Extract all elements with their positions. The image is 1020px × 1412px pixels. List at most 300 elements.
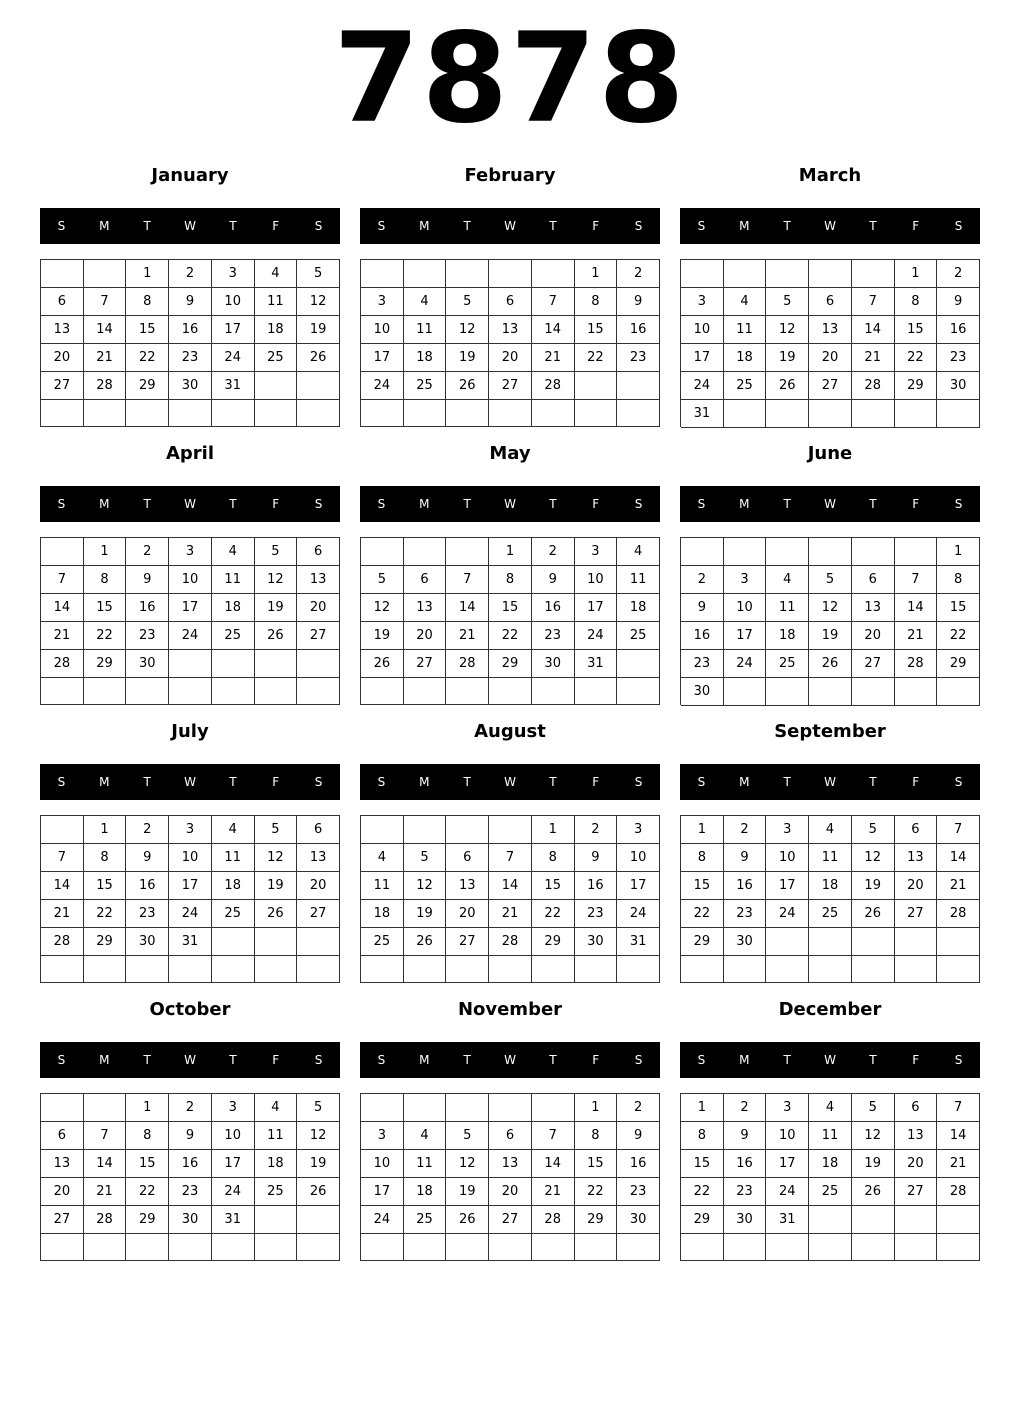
day-cell <box>937 1234 980 1261</box>
day-cell: 16 <box>937 316 980 344</box>
day-cell: 26 <box>809 650 852 678</box>
day-cell: 26 <box>297 1178 340 1206</box>
weekday-label: M <box>99 497 110 511</box>
day-cell <box>404 1094 447 1122</box>
day-cell <box>937 928 980 956</box>
day-cell: 17 <box>575 594 618 622</box>
day-cell: 14 <box>489 872 532 900</box>
day-cell: 7 <box>532 1122 575 1150</box>
day-cell: 10 <box>724 594 767 622</box>
day-cell <box>84 956 127 983</box>
day-cell: 29 <box>532 928 575 956</box>
day-cell: 3 <box>169 538 212 566</box>
weekday-label: M <box>419 775 430 789</box>
day-cell: 9 <box>724 844 767 872</box>
day-cell: 17 <box>766 1150 809 1178</box>
day-cell <box>575 372 618 400</box>
month-may <box>360 440 660 710</box>
day-cell: 26 <box>297 344 340 372</box>
day-cell: 3 <box>575 538 618 566</box>
day-cell <box>895 538 938 566</box>
day-cell: 5 <box>446 1122 489 1150</box>
day-cell: 1 <box>532 816 575 844</box>
weekday-label: T <box>143 219 151 233</box>
day-cell: 31 <box>766 1206 809 1234</box>
day-cell: 2 <box>126 816 169 844</box>
day-cell <box>895 678 938 706</box>
day-cell <box>446 1234 489 1261</box>
day-cell: 26 <box>446 1206 489 1234</box>
weekday-label: S <box>57 775 66 789</box>
day-cell: 13 <box>895 1122 938 1150</box>
day-cell: 26 <box>361 650 404 678</box>
day-cell <box>255 1234 298 1261</box>
day-cell: 16 <box>617 316 660 344</box>
day-cell: 1 <box>126 1094 169 1122</box>
day-cell: 11 <box>724 316 767 344</box>
weekday-label: F <box>272 775 280 789</box>
day-cell: 31 <box>681 400 724 428</box>
day-cell: 25 <box>212 622 255 650</box>
day-cell: 11 <box>255 288 298 316</box>
day-cell: 9 <box>126 566 169 594</box>
day-cell: 25 <box>255 344 298 372</box>
day-cell: 8 <box>681 844 724 872</box>
day-cell: 2 <box>724 1094 767 1122</box>
day-cell <box>255 956 298 983</box>
month-name: April <box>165 443 215 464</box>
day-cell <box>489 1234 532 1261</box>
month-august <box>360 718 660 988</box>
day-cell: 29 <box>84 928 127 956</box>
day-cell: 28 <box>937 900 980 928</box>
day-cell: 28 <box>489 928 532 956</box>
day-cell: 20 <box>895 1150 938 1178</box>
day-cell: 8 <box>895 288 938 316</box>
day-cell: 25 <box>724 372 767 400</box>
day-cell: 28 <box>937 1178 980 1206</box>
day-cell <box>297 678 340 705</box>
day-cell: 21 <box>532 344 575 372</box>
day-cell: 27 <box>297 900 340 928</box>
day-cell: 20 <box>41 1178 84 1206</box>
day-cell: 28 <box>41 650 84 678</box>
month-name: December <box>778 999 882 1020</box>
month-july <box>40 718 340 988</box>
day-cell: 3 <box>361 288 404 316</box>
day-cell <box>937 956 980 983</box>
day-cell: 8 <box>937 566 980 594</box>
day-cell: 28 <box>532 1206 575 1234</box>
day-grid <box>360 537 660 705</box>
day-cell: 7 <box>532 288 575 316</box>
day-cell <box>126 956 169 983</box>
weekday-header <box>680 486 980 522</box>
day-cell <box>852 928 895 956</box>
day-cell <box>895 928 938 956</box>
day-cell <box>575 678 618 705</box>
day-cell: 4 <box>361 844 404 872</box>
day-cell: 7 <box>852 288 895 316</box>
day-cell: 1 <box>895 260 938 288</box>
day-cell <box>169 678 212 705</box>
day-cell: 19 <box>361 622 404 650</box>
day-cell <box>446 956 489 983</box>
day-cell <box>681 956 724 983</box>
day-cell <box>575 400 618 427</box>
day-cell: 22 <box>895 344 938 372</box>
month-name: February <box>464 165 556 186</box>
day-cell: 19 <box>255 594 298 622</box>
day-cell <box>895 400 938 428</box>
weekday-label: S <box>634 1053 643 1067</box>
day-cell: 18 <box>404 1178 447 1206</box>
day-grid <box>680 259 980 427</box>
day-cell <box>489 678 532 705</box>
day-cell: 17 <box>212 316 255 344</box>
day-cell: 19 <box>297 316 340 344</box>
weekday-label: S <box>377 775 386 789</box>
day-cell: 14 <box>84 1150 127 1178</box>
weekday-label: T <box>783 1053 791 1067</box>
day-grid <box>360 815 660 983</box>
day-cell: 16 <box>532 594 575 622</box>
day-cell: 16 <box>724 872 767 900</box>
day-cell: 11 <box>255 1122 298 1150</box>
day-cell: 30 <box>575 928 618 956</box>
day-cell: 29 <box>575 1206 618 1234</box>
day-cell: 12 <box>297 1122 340 1150</box>
day-cell <box>297 372 340 400</box>
day-cell: 30 <box>724 928 767 956</box>
day-cell <box>255 650 298 678</box>
day-cell: 22 <box>532 900 575 928</box>
day-cell <box>895 1234 938 1261</box>
day-cell: 3 <box>169 816 212 844</box>
day-cell <box>766 956 809 983</box>
weekday-label: S <box>697 497 706 511</box>
weekday-label: T <box>463 1053 471 1067</box>
weekday-label: W <box>504 1053 516 1067</box>
day-cell: 27 <box>489 1206 532 1234</box>
weekday-label: T <box>549 497 557 511</box>
weekday-label: F <box>272 1053 280 1067</box>
day-cell: 8 <box>575 288 618 316</box>
day-cell <box>724 400 767 428</box>
day-grid <box>40 815 340 983</box>
day-cell: 30 <box>126 650 169 678</box>
day-cell: 23 <box>575 900 618 928</box>
day-cell: 13 <box>489 1150 532 1178</box>
day-cell <box>766 678 809 706</box>
day-cell: 28 <box>852 372 895 400</box>
day-cell: 29 <box>126 1206 169 1234</box>
day-cell <box>361 956 404 983</box>
weekday-header <box>680 208 980 244</box>
day-cell: 23 <box>617 1178 660 1206</box>
day-cell: 20 <box>446 900 489 928</box>
day-cell <box>852 678 895 706</box>
day-cell: 4 <box>212 816 255 844</box>
month-name: September <box>774 721 886 742</box>
day-cell <box>297 928 340 956</box>
day-cell: 5 <box>297 1094 340 1122</box>
day-cell <box>852 1234 895 1261</box>
day-cell: 5 <box>766 288 809 316</box>
day-cell: 5 <box>297 260 340 288</box>
day-cell: 16 <box>169 1150 212 1178</box>
day-cell: 1 <box>489 538 532 566</box>
day-cell: 9 <box>169 1122 212 1150</box>
day-cell: 20 <box>41 344 84 372</box>
day-cell: 2 <box>532 538 575 566</box>
day-cell: 27 <box>41 372 84 400</box>
day-cell: 2 <box>937 260 980 288</box>
day-cell: 10 <box>766 1122 809 1150</box>
day-cell: 3 <box>766 1094 809 1122</box>
day-cell: 24 <box>361 1206 404 1234</box>
day-cell: 24 <box>617 900 660 928</box>
day-cell <box>575 1234 618 1261</box>
day-cell: 21 <box>41 622 84 650</box>
weekday-label: W <box>824 775 836 789</box>
day-cell: 31 <box>617 928 660 956</box>
day-grid <box>360 259 660 427</box>
day-cell: 8 <box>126 1122 169 1150</box>
day-cell: 7 <box>937 816 980 844</box>
weekday-header <box>360 486 660 522</box>
weekday-header <box>40 1042 340 1078</box>
day-cell: 3 <box>766 816 809 844</box>
day-cell: 17 <box>617 872 660 900</box>
day-cell: 27 <box>41 1206 84 1234</box>
year-title: 7878 <box>333 7 687 151</box>
day-cell: 26 <box>766 372 809 400</box>
month-june <box>680 440 980 710</box>
day-cell <box>489 400 532 427</box>
weekday-label: S <box>314 497 323 511</box>
day-cell: 11 <box>212 566 255 594</box>
weekday-label: S <box>57 497 66 511</box>
weekday-label: M <box>739 775 750 789</box>
weekday-label: T <box>869 497 877 511</box>
day-cell <box>532 1234 575 1261</box>
weekday-label: T <box>783 775 791 789</box>
day-cell <box>255 400 298 427</box>
day-cell: 24 <box>575 622 618 650</box>
day-cell: 26 <box>255 900 298 928</box>
weekday-label: S <box>954 219 963 233</box>
day-cell: 11 <box>212 844 255 872</box>
day-cell: 12 <box>404 872 447 900</box>
day-cell: 15 <box>126 1150 169 1178</box>
day-cell: 30 <box>617 1206 660 1234</box>
day-cell: 15 <box>84 872 127 900</box>
day-cell: 13 <box>404 594 447 622</box>
day-cell: 14 <box>41 594 84 622</box>
day-cell: 26 <box>852 1178 895 1206</box>
day-cell: 1 <box>84 538 127 566</box>
day-cell <box>446 260 489 288</box>
weekday-label: T <box>869 219 877 233</box>
day-cell: 22 <box>681 1178 724 1206</box>
day-cell: 1 <box>937 538 980 566</box>
weekday-label: F <box>912 1053 920 1067</box>
day-cell: 18 <box>404 344 447 372</box>
day-cell <box>255 928 298 956</box>
day-cell <box>852 400 895 428</box>
day-cell: 13 <box>852 594 895 622</box>
day-cell <box>852 538 895 566</box>
day-cell: 7 <box>84 288 127 316</box>
day-cell: 18 <box>724 344 767 372</box>
weekday-label: F <box>272 219 280 233</box>
day-cell: 21 <box>937 1150 980 1178</box>
weekday-label: W <box>824 219 836 233</box>
day-cell: 16 <box>575 872 618 900</box>
day-cell <box>617 1234 660 1261</box>
day-cell: 3 <box>212 260 255 288</box>
day-cell: 2 <box>169 1094 212 1122</box>
weekday-header <box>360 1042 660 1078</box>
weekday-label: S <box>314 775 323 789</box>
day-cell: 22 <box>575 344 618 372</box>
day-cell: 27 <box>489 372 532 400</box>
day-cell: 30 <box>681 678 724 706</box>
day-cell <box>169 650 212 678</box>
weekday-label: T <box>229 1053 237 1067</box>
weekday-label: M <box>739 219 750 233</box>
day-cell: 5 <box>852 1094 895 1122</box>
day-cell: 14 <box>41 872 84 900</box>
day-cell: 30 <box>724 1206 767 1234</box>
day-cell <box>724 678 767 706</box>
day-cell: 3 <box>361 1122 404 1150</box>
day-cell: 12 <box>809 594 852 622</box>
day-cell: 5 <box>255 538 298 566</box>
day-cell: 3 <box>617 816 660 844</box>
weekday-label: T <box>463 219 471 233</box>
day-cell: 29 <box>937 650 980 678</box>
day-cell <box>532 678 575 705</box>
day-cell: 21 <box>895 622 938 650</box>
day-cell: 1 <box>84 816 127 844</box>
weekday-header <box>360 764 660 800</box>
day-cell <box>41 400 84 427</box>
day-cell: 2 <box>681 566 724 594</box>
day-cell: 10 <box>169 844 212 872</box>
day-cell <box>489 816 532 844</box>
day-cell: 12 <box>255 844 298 872</box>
day-cell: 23 <box>681 650 724 678</box>
day-cell: 15 <box>126 316 169 344</box>
day-cell: 18 <box>766 622 809 650</box>
day-cell <box>361 400 404 427</box>
day-cell <box>724 956 767 983</box>
day-cell: 3 <box>212 1094 255 1122</box>
day-cell: 5 <box>809 566 852 594</box>
day-cell: 23 <box>126 622 169 650</box>
day-cell: 17 <box>361 1178 404 1206</box>
day-cell: 14 <box>446 594 489 622</box>
month-november <box>360 996 660 1266</box>
day-cell: 6 <box>41 1122 84 1150</box>
day-grid <box>680 537 980 705</box>
day-cell: 25 <box>404 372 447 400</box>
day-cell <box>361 1234 404 1261</box>
day-cell <box>169 1234 212 1261</box>
day-cell: 4 <box>255 1094 298 1122</box>
day-cell: 31 <box>212 1206 255 1234</box>
weekday-label: F <box>912 497 920 511</box>
day-cell: 22 <box>126 1178 169 1206</box>
day-cell: 20 <box>297 594 340 622</box>
weekday-label: S <box>634 219 643 233</box>
day-cell: 11 <box>766 594 809 622</box>
day-cell <box>41 260 84 288</box>
day-cell: 13 <box>895 844 938 872</box>
day-cell: 14 <box>532 316 575 344</box>
day-grid <box>360 1093 660 1261</box>
day-cell: 17 <box>169 594 212 622</box>
weekday-label: M <box>419 1053 430 1067</box>
day-cell: 11 <box>361 872 404 900</box>
day-cell: 19 <box>404 900 447 928</box>
day-cell: 6 <box>404 566 447 594</box>
day-cell: 6 <box>489 288 532 316</box>
day-grid <box>40 537 340 705</box>
day-cell: 16 <box>681 622 724 650</box>
day-cell: 26 <box>404 928 447 956</box>
day-cell: 26 <box>255 622 298 650</box>
day-cell <box>212 928 255 956</box>
weekday-label: S <box>57 1053 66 1067</box>
day-cell <box>297 650 340 678</box>
day-cell: 3 <box>724 566 767 594</box>
day-cell: 17 <box>766 872 809 900</box>
day-cell: 29 <box>126 372 169 400</box>
day-cell: 18 <box>212 594 255 622</box>
day-cell: 6 <box>852 566 895 594</box>
day-cell <box>895 1206 938 1234</box>
day-cell: 29 <box>681 1206 724 1234</box>
weekday-label: S <box>377 219 386 233</box>
day-cell: 13 <box>809 316 852 344</box>
day-cell <box>361 538 404 566</box>
day-cell: 24 <box>766 900 809 928</box>
day-cell: 21 <box>84 344 127 372</box>
day-cell: 4 <box>404 1122 447 1150</box>
day-cell <box>361 260 404 288</box>
weekday-label: S <box>314 1053 323 1067</box>
month-name: November <box>457 999 563 1020</box>
day-cell <box>766 928 809 956</box>
weekday-label: M <box>739 497 750 511</box>
day-cell: 16 <box>169 316 212 344</box>
day-cell: 10 <box>766 844 809 872</box>
day-cell: 17 <box>361 344 404 372</box>
day-cell: 13 <box>297 566 340 594</box>
day-cell: 10 <box>212 1122 255 1150</box>
weekday-label: F <box>592 775 600 789</box>
day-cell: 13 <box>41 1150 84 1178</box>
month-december <box>680 996 980 1266</box>
day-cell: 9 <box>169 288 212 316</box>
weekday-header <box>680 1042 980 1078</box>
month-name: October <box>149 999 231 1020</box>
day-cell: 9 <box>617 1122 660 1150</box>
day-cell <box>84 400 127 427</box>
